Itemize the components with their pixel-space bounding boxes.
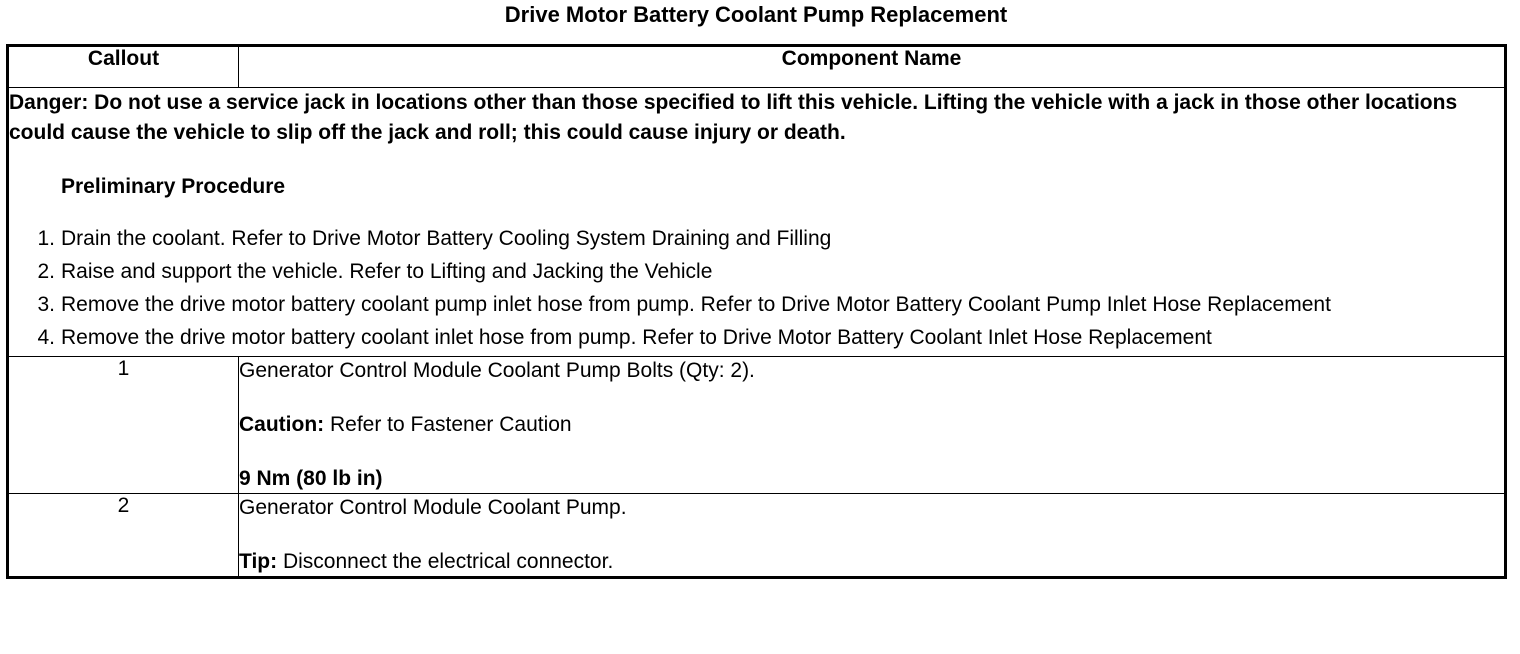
component-name: Generator Control Module Coolant Pump. [239, 496, 627, 519]
callout-number: 1 [8, 357, 239, 494]
step-number: 3. [37, 293, 55, 316]
component-name-cell [239, 357, 1506, 494]
torque-spec: 9 Nm (80 lb in) [239, 467, 383, 490]
preliminary-steps-list [9, 224, 1504, 353]
tip-note [239, 548, 1504, 576]
caution-text: Refer to Fastener Caution [324, 413, 572, 436]
callout-number: 2 [8, 494, 239, 578]
step-text: Remove the drive motor battery coolant pump inlet hose from pump. Refer to Drive Motor Battery Coolant Pump Inlet Hose Replacement [61, 293, 1331, 316]
step-text: Drain the coolant. Refer to Drive Motor Battery Cooling System Draining and Filling [61, 227, 832, 250]
list-item [9, 290, 1504, 320]
callout-column-header: Callout [8, 46, 239, 88]
header-row [8, 46, 1506, 88]
preliminary-procedure-heading: Preliminary Procedure [61, 175, 286, 198]
list-item [9, 224, 1504, 254]
danger-note: Danger: Do not use a service jack in locations other than those specified to lift this vehicle. Lifting the vehicle with a jack in those other locations could cause the vehicle to slip off the jack and roll; this could cause injury or death. [9, 91, 1458, 144]
document-title: Drive Motor Battery Coolant Pump Replacement [504, 2, 1008, 27]
component-name-cell [239, 494, 1506, 578]
step-text: Remove the drive motor battery coolant inlet hose from pump. Refer to Drive Motor Battery Coolant Inlet Hose Replacement [61, 326, 1212, 349]
step-number: 2. [37, 260, 55, 283]
tip-label: Tip: [239, 550, 278, 573]
tip-text: Disconnect the electrical connector. [277, 550, 614, 573]
step-number: 1. [37, 227, 55, 250]
step-number: 4. [37, 326, 55, 349]
table-row [8, 357, 1506, 494]
procedure-table [6, 44, 1507, 579]
caution-note [239, 411, 1504, 439]
table-row [8, 494, 1506, 578]
step-text: Raise and support the vehicle. Refer to Lifting and Jacking the Vehicle [61, 260, 713, 283]
component-name: Generator Control Module Coolant Pump Bolts (Qty: 2). [239, 359, 755, 382]
list-item [9, 257, 1504, 287]
list-item [9, 323, 1504, 353]
component-name-column-header: Component Name [239, 46, 1506, 88]
caution-label: Caution: [239, 413, 325, 436]
preliminary-cell [8, 88, 1506, 357]
preliminary-row [8, 88, 1506, 357]
